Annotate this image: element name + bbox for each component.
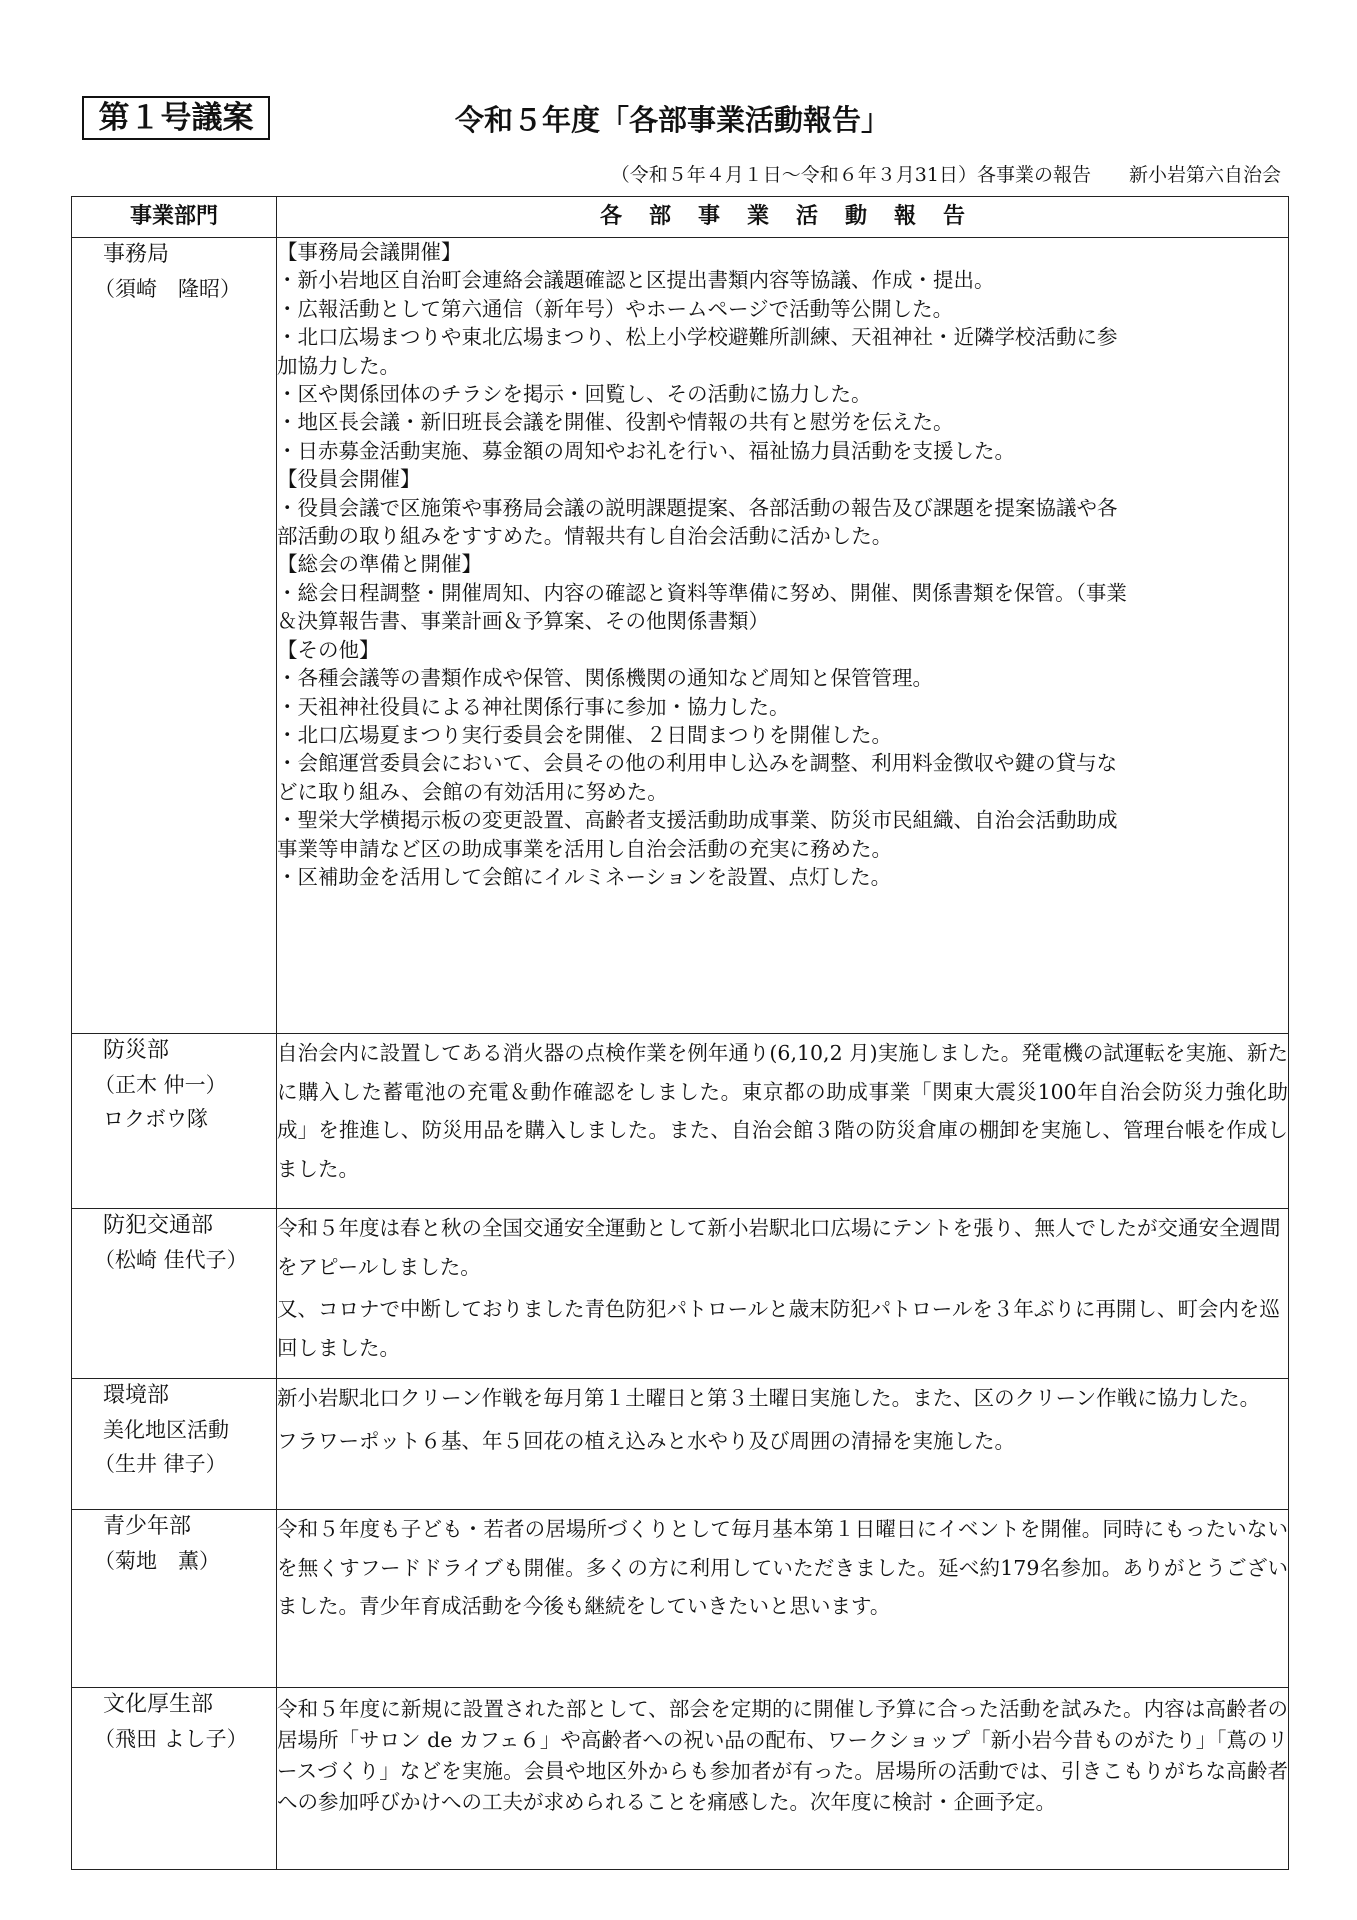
report-paragraph: 令和５年度も子ども・若者の居場所づくりとして毎月基本第１日曜日にイベントを開催。同時にもったいないを無くすフードドライブも開催。多くの方に利用していただきました。延べ約179名参加。ありがとうございました。青少年育成活動を今後も継続をしていきたいと思います。 bbox=[277, 1517, 1288, 1618]
report-paragraph: 自治会内に設置してある消火器の点検作業を例年通り(6,10,2 月)実施しました。発電機の試運転を実施、新たに購入した蓄電池の充電＆動作確認をしました。東京都の助成事業「関東大震災100年自治会防災力強化助成」を推進し、防災用品を購入しました。また、自治会館３階の防災倉庫の棚卸を実施し、管理台帳を作成しました。 bbox=[277, 1041, 1288, 1181]
report-line: ・聖栄大学横掲示板の変更設置、高齢者支援活動助成事業、防災市民組織、自治会活動助成 bbox=[277, 808, 1118, 833]
column-header-department: 事業部門 bbox=[72, 197, 277, 238]
table-row bbox=[72, 1510, 1289, 1688]
department-cell bbox=[72, 1379, 277, 1510]
report-paragraph: 又、コロナで中断しておりました青色防犯パトロールと歳末防犯パトロールを３年ぶりに再開し、町会内を巡回しました。 bbox=[277, 1297, 1280, 1360]
agenda-number-badge: 第１号議案 bbox=[82, 96, 270, 140]
report-line: 加協力した。 bbox=[277, 353, 400, 378]
department-name: 防災部 bbox=[103, 1038, 170, 1063]
report-line: 【役員会開催】 bbox=[277, 467, 421, 492]
report-line: ・各種会議等の書類作成や保管、関係機関の通知など周知と保管管理。 bbox=[277, 666, 933, 691]
report-line: ・北口広場夏まつり実行委員会を開催、２日間まつりを開催した。 bbox=[277, 722, 892, 747]
department-person: （松崎 佳代子） bbox=[94, 1248, 248, 1272]
organization-name: 新小岩第六自治会 bbox=[1128, 164, 1281, 186]
report-cell bbox=[277, 1034, 1289, 1209]
report-line: ・区補助金を活用して会館にイルミネーションを設置、点灯した。 bbox=[277, 864, 892, 889]
report-line: ・総会日程調整・開催周知、内容の確認と資料等準備に努め、開催、関係書類を保管。（事業 bbox=[277, 580, 1127, 605]
department-cell bbox=[72, 1510, 277, 1688]
report-cell bbox=[277, 1688, 1289, 1870]
report-line: ・北口広場まつりや東北広場まつり、松上小学校避難所訓練、天祖神社・近隣学校活動に参 bbox=[277, 325, 1118, 350]
table-row bbox=[72, 1379, 1289, 1510]
department-cell bbox=[72, 238, 277, 1034]
table-row bbox=[72, 1688, 1289, 1870]
department-person: （正木 仲一） bbox=[94, 1073, 227, 1097]
department-team: ロクボウ隊 bbox=[103, 1107, 208, 1131]
report-line: 【その他】 bbox=[277, 637, 380, 662]
report-line: ・天祖神社役員による神社関係行事に参加・協力した。 bbox=[277, 694, 790, 719]
department-person: （須崎 隆昭） bbox=[94, 277, 241, 301]
activity-report-table bbox=[71, 196, 1289, 1870]
report-line: 事業等申請など区の助成事業を活用し自治会活動の充実に務めた。 bbox=[277, 836, 892, 861]
department-cell bbox=[72, 1688, 277, 1870]
report-cell bbox=[277, 238, 1289, 1034]
table-header-row bbox=[72, 197, 1289, 238]
report-line: ・日赤募金活動実施、募金額の周知やお礼を行い、福祉協力員活動を支援した。 bbox=[277, 438, 1015, 463]
report-cell bbox=[277, 1510, 1289, 1688]
report-paragraph: 令和５年度は春と秋の全国交通安全運動として新小岩駅北口広場にテントを張り、無人でしたが交通安全週間をアピールしました。 bbox=[277, 1216, 1281, 1279]
report-line: どに取り組み、会館の有効活用に努めた。 bbox=[277, 779, 668, 804]
department-name: 事務局 bbox=[103, 242, 170, 267]
report-paragraph: 新小岩駅北口クリーン作戦を毎月第１土曜日と第３土曜日実施した。また、区のクリーン作戦に協力した。 bbox=[277, 1386, 1261, 1410]
report-line: ・地区長会議・新旧班長会議を開催、役割や情報の共有と慰労を伝えた。 bbox=[277, 410, 954, 435]
department-person: （菊地 薫） bbox=[94, 1549, 220, 1573]
department-subname: 美化地区活動 bbox=[103, 1418, 229, 1442]
department-person: （生井 律子） bbox=[94, 1452, 227, 1476]
report-line: ＆決算報告書、事業計画＆予算案、その他関係書類） bbox=[277, 609, 769, 634]
report-cell bbox=[277, 1209, 1289, 1379]
report-line: ・区や関係団体のチラシを掲示・回覧し、その活動に協力した。 bbox=[277, 382, 872, 407]
report-cell bbox=[277, 1379, 1289, 1510]
report-line: ・広報活動として第六通信（新年号）やホームページで活動等公開した。 bbox=[277, 296, 954, 321]
report-line: 【事務局会議開催】 bbox=[277, 240, 462, 264]
report-paragraph: フラワーポット６基、年５回花の植え込みと水やり及び周囲の清掃を実施した。 bbox=[277, 1428, 1015, 1453]
report-line: ・役員会議で区施策や事務局会議の説明課題提案、各部活動の報告及び課題を提案協議や各 bbox=[277, 495, 1118, 520]
department-cell bbox=[72, 1034, 277, 1209]
table-row bbox=[72, 1209, 1289, 1379]
column-header-report: 各部事業活動報告 bbox=[277, 197, 1289, 238]
department-name: 文化厚生部 bbox=[103, 1692, 214, 1717]
report-line: 部活動の取り組みをすすめた。情報共有し自治会活動に活かした。 bbox=[277, 524, 893, 549]
department-cell bbox=[72, 1209, 277, 1379]
report-paragraph: 令和５年度に新規に設置された部として、部会を定期的に開催し予算に合った活動を試みた。内容は高齢者の居場所「サロン de カフェ６」や高齢者への祝い品の配布、ワークショップ「新小岩今昔ものがたり」「蔦のリースづくり」などを実施。会員や地区外からも参加者が有った。居場所の活動では、引きこもりがちな高齢者への参加呼びかけへの工夫が求められることを痛感した。次年度に検討・企画予定。 bbox=[277, 1697, 1288, 1814]
table-row bbox=[72, 238, 1289, 1034]
table-row bbox=[72, 1034, 1289, 1209]
department-name: 青少年部 bbox=[103, 1514, 192, 1539]
department-name: 防犯交通部 bbox=[103, 1213, 214, 1238]
department-name: 環境部 bbox=[103, 1383, 170, 1408]
department-person: （飛田 よし子） bbox=[94, 1727, 248, 1751]
page-title: 令和５年度「各部事業活動報告」 bbox=[455, 103, 891, 137]
report-period: （令和５年４月１日～令和６年３月31日）各事業の報告 bbox=[610, 164, 1091, 186]
report-line: ・新小岩地区自治町会連絡会議題確認と区提出書類内容等協議、作成・提出。 bbox=[277, 268, 995, 293]
report-line: ・会館運営委員会において、会員その他の利用申し込みを調整、利用料金徴収や鍵の貸与な bbox=[277, 751, 1118, 776]
report-line: 【総会の準備と開催】 bbox=[277, 552, 482, 577]
report-period-line bbox=[611, 160, 1281, 190]
